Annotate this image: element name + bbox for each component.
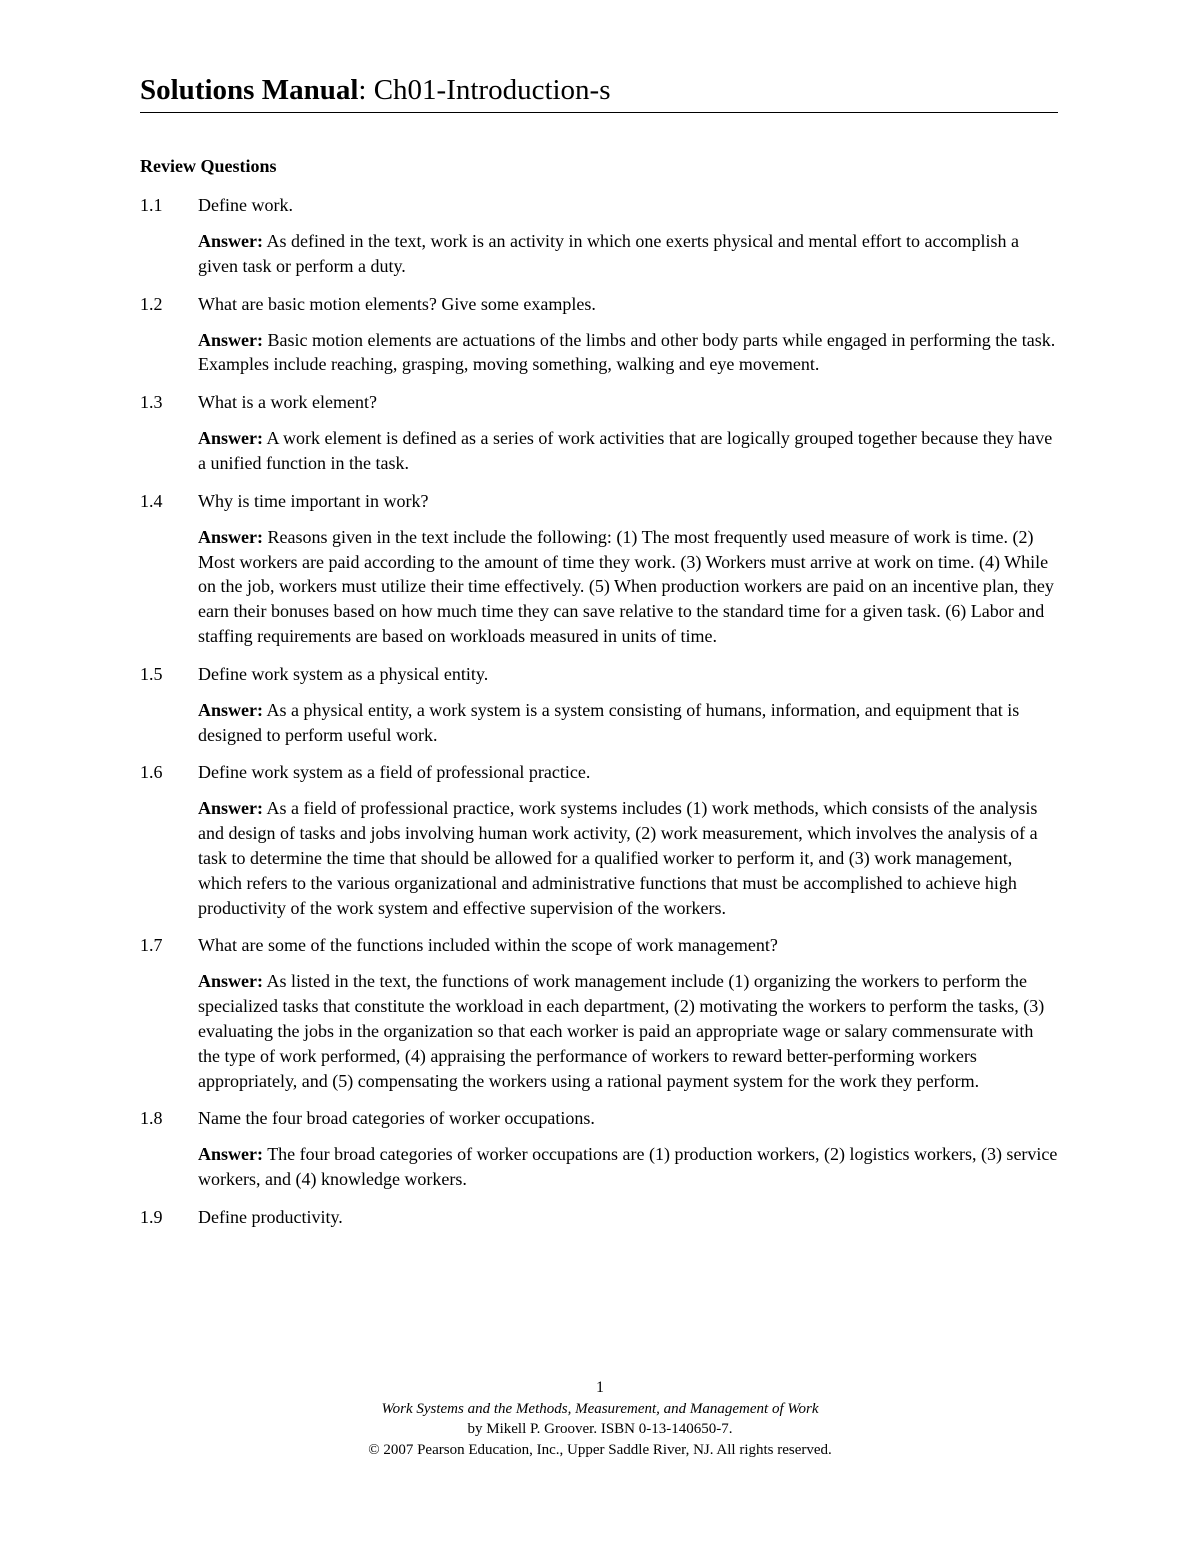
question-row [140,760,1058,784]
qa-item [140,662,1058,748]
answer-block [198,229,1058,279]
question-number: 1.5 [140,663,163,684]
answer-block [198,969,1058,1093]
answer-label: Answer: [198,1144,263,1165]
question-row [140,1205,1058,1229]
question-row [140,1106,1058,1130]
qa-item [140,1106,1058,1192]
answer-label: Answer: [198,699,263,720]
question-text: Name the four broad categories of worker occupations. [198,1108,595,1129]
answer-block [198,328,1058,378]
question-row [140,662,1058,686]
question-row [140,489,1058,513]
question-number: 1.9 [140,1206,163,1227]
answer-label: Answer: [198,971,263,992]
qa-item [140,1205,1058,1229]
answer-label: Answer: [198,798,263,819]
question-text: What are some of the functions included within the scope of work management? [198,935,778,956]
question-number: 1.2 [140,293,163,314]
page-footer [0,1378,1200,1460]
footer-book-title: Work Systems and the Methods, Measurement, and Management of Work [381,1400,819,1417]
answer-text: A work element is defined as a series of work activities that are logically grouped together because they have a unified function in the task. [198,428,1053,473]
answer-block [198,1142,1058,1192]
question-row [140,390,1058,414]
answer-text: The four broad categories of worker occupations are (1) production workers, (2) logistics workers, (3) service workers, and (4) knowledge workers. [198,1144,1058,1190]
answer-text: As defined in the text, work is an activity in which one exerts physical and mental effort to accomplish a given task or perform a duty. [198,231,1019,276]
question-number: 1.3 [140,392,163,413]
question-text: Define work. [198,195,293,215]
qa-item [140,933,1058,1093]
answer-block [198,426,1058,476]
qa-list [140,193,1058,1229]
header-title-bold: Solutions Manual [140,74,359,106]
footer-copyright: © 2007 Pearson Education, Inc., Upper Saddle River, NJ. All rights reserved. [368,1441,832,1458]
qa-item [140,292,1058,378]
section-heading: Review Questions [140,156,277,176]
answer-text: Reasons given in the text include the following: (1) The most frequently used measure of work is time. (2) Most workers are paid according to the amount of time they work. (3) Workers must arrive at work on time. (4) While on the job, workers must utilize their time effectively. (5) When production workers are paid on an incentive plan, they earn their bonuses based on how much time they can save relative to the standard time for a given task. (6) Labor and staffing requirements are based on workloads measured in units of time. [198,526,1054,646]
question-row [140,933,1058,957]
question-text: Define work system as a field of professional practice. [198,762,591,783]
answer-label: Answer: [198,231,263,251]
question-number: 1.7 [140,935,163,956]
answer-label: Answer: [198,329,263,350]
question-number: 1.1 [140,195,163,215]
answer-text: As a field of professional practice, work systems includes (1) work methods, which consists of the analysis and design of tasks and jobs involving human work activity, (2) work measurement, which involves the analysis of a task to determine the time that should be allowed for a qualified worker to perform it, and (3) work management, which refers to the various organizational and administrative functions that must be accomplished to achieve high productivity of the work system and effective supervision of the workers. [198,798,1038,918]
question-text: What are basic motion elements? Give some examples. [198,293,596,314]
answer-block [198,698,1058,748]
answer-block [198,525,1058,649]
question-text: Why is time important in work? [198,490,429,511]
header-title-rest: : Ch01-Introduction-s [358,74,611,106]
answer-label: Answer: [198,428,263,449]
answer-text: As a physical entity, a work system is a system consisting of humans, information, and equipment that is designed to perform useful work. [198,699,1020,745]
answer-block [198,796,1058,920]
question-text: Define productivity. [198,1206,343,1227]
page-header [140,72,1058,113]
question-text: Define work system as a physical entity. [198,663,489,684]
qa-item [140,489,1058,649]
page-number: 1 [596,1379,604,1396]
qa-item [140,390,1058,476]
answer-label: Answer: [198,526,263,547]
qa-item [140,760,1058,920]
question-row [140,193,1058,217]
footer-author-isbn: by Mikell P. Groover. ISBN 0-13-140650-7. [467,1421,733,1437]
qa-item [140,193,1058,279]
answer-text: As listed in the text, the functions of work management include (1) organizing the workers to perform the specialized tasks that constitute the workload in each department, (2) motivating the workers to perform the tasks, (3) evaluating the jobs in the organization so that each worker is paid an appropriate wage or salary commensurate with the type of work performed, (4) appraising the performance of workers to reward better-performing workers appropriately, and (5) compensating the workers using a rational payment system for the work they perform. [198,971,1045,1091]
question-number: 1.6 [140,762,163,783]
answer-text: Basic motion elements are actuations of the limbs and other body parts while engaged in performing the task. Examples include reaching, grasping, moving something, walking and eye movement. [198,329,1056,375]
question-number: 1.8 [140,1108,163,1129]
question-text: What is a work element? [198,392,377,413]
question-row [140,292,1058,316]
question-number: 1.4 [140,490,163,511]
